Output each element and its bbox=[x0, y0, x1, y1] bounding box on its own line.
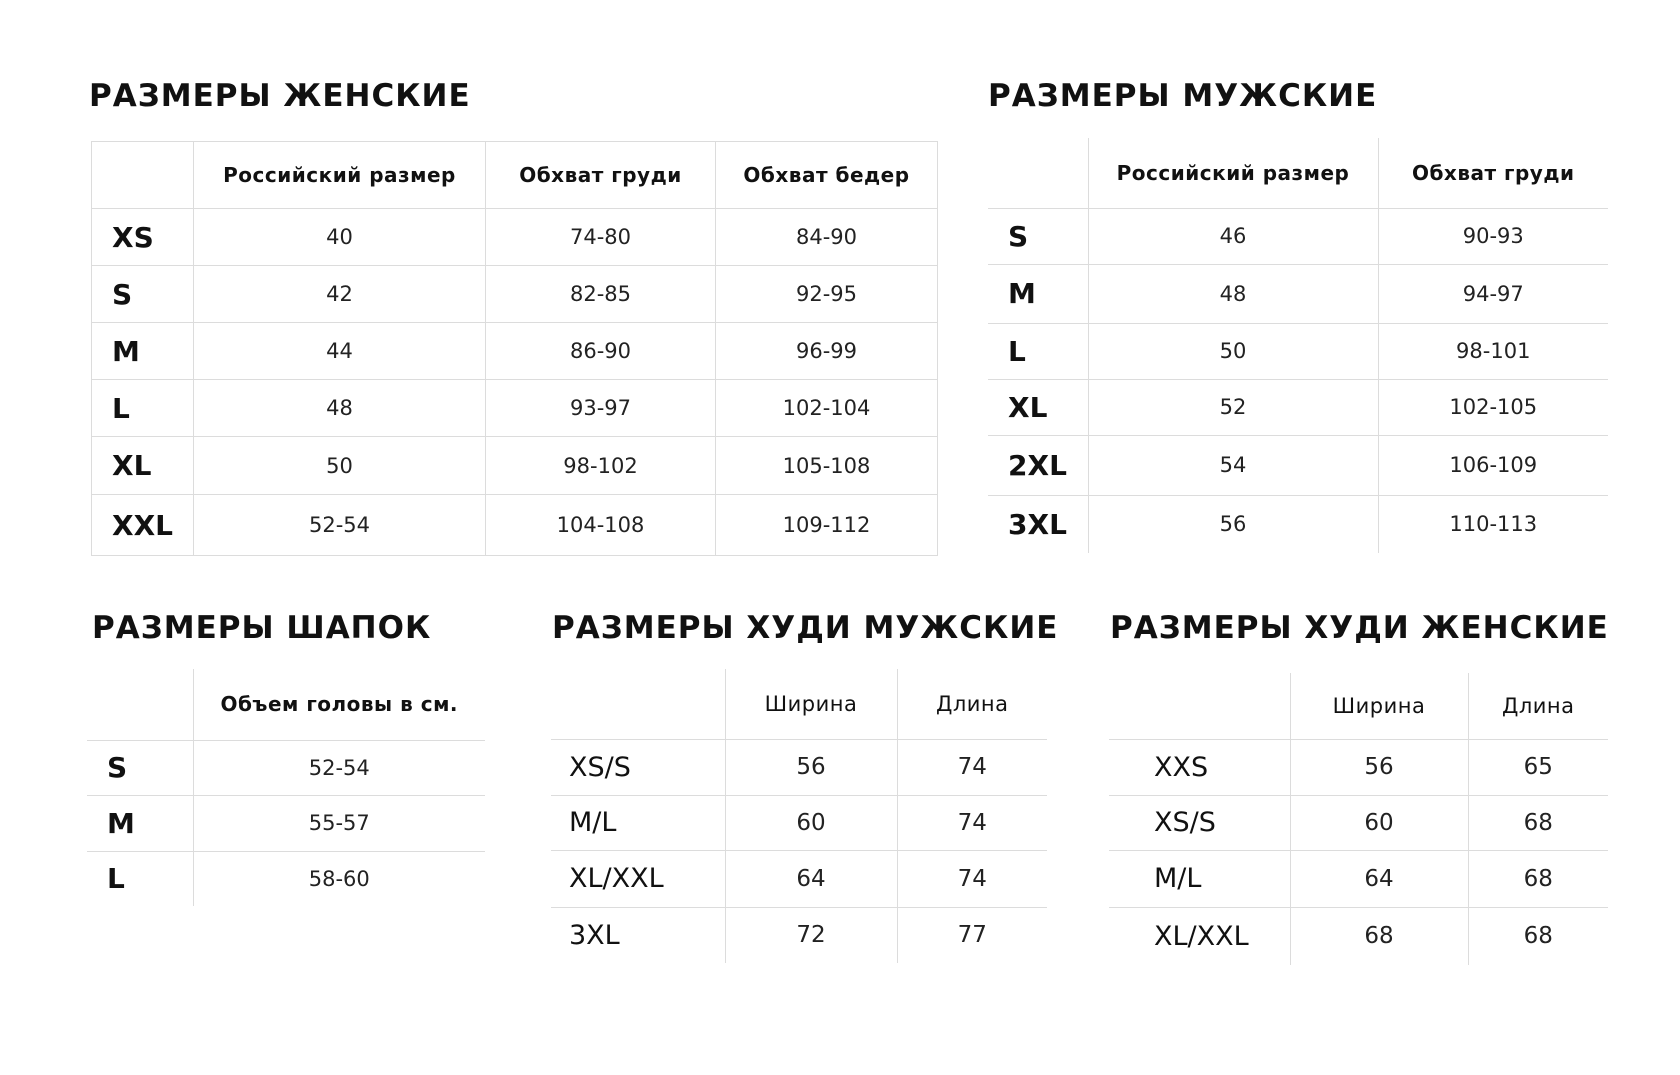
table-row bbox=[551, 739, 1047, 795]
table-header-row bbox=[87, 669, 485, 740]
size-label: M bbox=[988, 264, 1088, 323]
table-row bbox=[92, 437, 938, 495]
table-row bbox=[988, 435, 1608, 495]
cell: 50 bbox=[194, 437, 486, 495]
cell: 74 bbox=[897, 850, 1047, 907]
hoodie-men-table bbox=[551, 669, 1047, 963]
size-label: XS/S bbox=[1109, 795, 1290, 850]
cell: 40 bbox=[194, 209, 486, 266]
cell: 60 bbox=[1290, 795, 1468, 850]
table-header-row bbox=[551, 669, 1047, 739]
cell: 74 bbox=[897, 795, 1047, 850]
table-row bbox=[551, 850, 1047, 907]
table-row bbox=[988, 264, 1608, 323]
table-row bbox=[1109, 739, 1608, 795]
table-header-row bbox=[1109, 673, 1608, 739]
cell: 68 bbox=[1290, 907, 1468, 965]
size-label: S bbox=[988, 208, 1088, 264]
table-row bbox=[551, 795, 1047, 850]
cell: 84-90 bbox=[716, 209, 938, 266]
women-sizes-title: РАЗМЕРЫ ЖЕНСКИЕ bbox=[89, 78, 471, 114]
table-row bbox=[92, 380, 938, 437]
cell: 64 bbox=[725, 850, 897, 907]
hoodie-women-table bbox=[1109, 673, 1608, 965]
men-sizes-title: РАЗМЕРЫ МУЖСКИЕ bbox=[988, 78, 1378, 114]
size-label: XS bbox=[92, 209, 194, 266]
table-row bbox=[1109, 907, 1608, 965]
size-label: XL/XXL bbox=[1109, 907, 1290, 965]
table-row bbox=[988, 208, 1608, 264]
header-cell bbox=[988, 138, 1088, 208]
size-label: M bbox=[87, 795, 193, 851]
header-hips: Обхват бедер bbox=[716, 142, 938, 209]
size-label: 3XL bbox=[551, 907, 725, 963]
cell: 46 bbox=[1088, 208, 1378, 264]
cell: 86-90 bbox=[486, 323, 716, 380]
size-label: L bbox=[87, 851, 193, 906]
cell: 110-113 bbox=[1378, 495, 1608, 553]
table-row bbox=[988, 323, 1608, 379]
size-label: L bbox=[988, 323, 1088, 379]
size-label: XL/XXL bbox=[551, 850, 725, 907]
size-label: XS/S bbox=[551, 739, 725, 795]
size-label: S bbox=[87, 740, 193, 795]
size-label: XXL bbox=[92, 495, 194, 556]
cell: 64 bbox=[1290, 850, 1468, 907]
table-row bbox=[988, 379, 1608, 435]
cell: 82-85 bbox=[486, 266, 716, 323]
cell: 68 bbox=[1468, 795, 1608, 850]
header-russian-size: Российский размер bbox=[1088, 138, 1378, 208]
table-row bbox=[92, 323, 938, 380]
table-row bbox=[92, 266, 938, 323]
header-chest: Обхват груди bbox=[1378, 138, 1608, 208]
cell: 104-108 bbox=[486, 495, 716, 556]
cell: 72 bbox=[725, 907, 897, 963]
size-label: XL bbox=[92, 437, 194, 495]
header-cell bbox=[92, 142, 194, 209]
cell: 44 bbox=[194, 323, 486, 380]
cell: 48 bbox=[1088, 264, 1378, 323]
men-sizes-table bbox=[988, 138, 1608, 553]
size-label: XXS bbox=[1109, 739, 1290, 795]
women-sizes-table bbox=[91, 141, 938, 556]
hoodie-men-title: РАЗМЕРЫ ХУДИ МУЖСКИЕ bbox=[552, 610, 1059, 646]
table-row bbox=[87, 740, 485, 795]
header-russian-size: Российский размер bbox=[194, 142, 486, 209]
size-label: M/L bbox=[551, 795, 725, 850]
table-header-row bbox=[92, 142, 938, 209]
cell: 58-60 bbox=[193, 851, 485, 906]
table-row bbox=[988, 495, 1608, 553]
cell: 105-108 bbox=[716, 437, 938, 495]
cell: 68 bbox=[1468, 850, 1608, 907]
cell: 65 bbox=[1468, 739, 1608, 795]
cell: 56 bbox=[1088, 495, 1378, 553]
table-row bbox=[87, 851, 485, 906]
header-length: Длина bbox=[897, 669, 1047, 739]
cell: 98-102 bbox=[486, 437, 716, 495]
header-cell bbox=[1109, 673, 1290, 739]
table-row bbox=[1109, 795, 1608, 850]
cell: 106-109 bbox=[1378, 435, 1608, 495]
table-row bbox=[551, 907, 1047, 963]
size-label: M bbox=[92, 323, 194, 380]
header-head-circumference: Объем головы в см. bbox=[193, 669, 485, 740]
cell: 98-101 bbox=[1378, 323, 1608, 379]
cell: 52-54 bbox=[193, 740, 485, 795]
cell: 96-99 bbox=[716, 323, 938, 380]
size-label: L bbox=[92, 380, 194, 437]
header-cell bbox=[551, 669, 725, 739]
cell: 48 bbox=[194, 380, 486, 437]
cell: 55-57 bbox=[193, 795, 485, 851]
cell: 60 bbox=[725, 795, 897, 850]
table-row bbox=[1109, 850, 1608, 907]
cell: 56 bbox=[725, 739, 897, 795]
cell: 93-97 bbox=[486, 380, 716, 437]
cell: 54 bbox=[1088, 435, 1378, 495]
cell: 68 bbox=[1468, 907, 1608, 965]
cell: 77 bbox=[897, 907, 1047, 963]
cell: 52-54 bbox=[194, 495, 486, 556]
table-row bbox=[92, 495, 938, 556]
cell: 102-104 bbox=[716, 380, 938, 437]
cell: 92-95 bbox=[716, 266, 938, 323]
size-label: S bbox=[92, 266, 194, 323]
cell: 109-112 bbox=[716, 495, 938, 556]
size-label: XL bbox=[988, 379, 1088, 435]
hoodie-women-title: РАЗМЕРЫ ХУДИ ЖЕНСКИЕ bbox=[1110, 610, 1609, 646]
header-cell bbox=[87, 669, 193, 740]
table-header-row bbox=[988, 138, 1608, 208]
cell: 102-105 bbox=[1378, 379, 1608, 435]
cell: 94-97 bbox=[1378, 264, 1608, 323]
cell: 42 bbox=[194, 266, 486, 323]
header-length: Длина bbox=[1468, 673, 1608, 739]
cell: 90-93 bbox=[1378, 208, 1608, 264]
hat-sizes-title: РАЗМЕРЫ ШАПОК bbox=[92, 610, 432, 646]
header-width: Ширина bbox=[1290, 673, 1468, 739]
size-label: 2XL bbox=[988, 435, 1088, 495]
table-row bbox=[87, 795, 485, 851]
cell: 52 bbox=[1088, 379, 1378, 435]
size-label: 3XL bbox=[988, 495, 1088, 553]
cell: 74 bbox=[897, 739, 1047, 795]
cell: 74-80 bbox=[486, 209, 716, 266]
cell: 50 bbox=[1088, 323, 1378, 379]
size-label: M/L bbox=[1109, 850, 1290, 907]
header-chest: Обхват груди bbox=[486, 142, 716, 209]
hat-sizes-table bbox=[87, 669, 485, 906]
cell: 56 bbox=[1290, 739, 1468, 795]
header-width: Ширина bbox=[725, 669, 897, 739]
table-row bbox=[92, 209, 938, 266]
